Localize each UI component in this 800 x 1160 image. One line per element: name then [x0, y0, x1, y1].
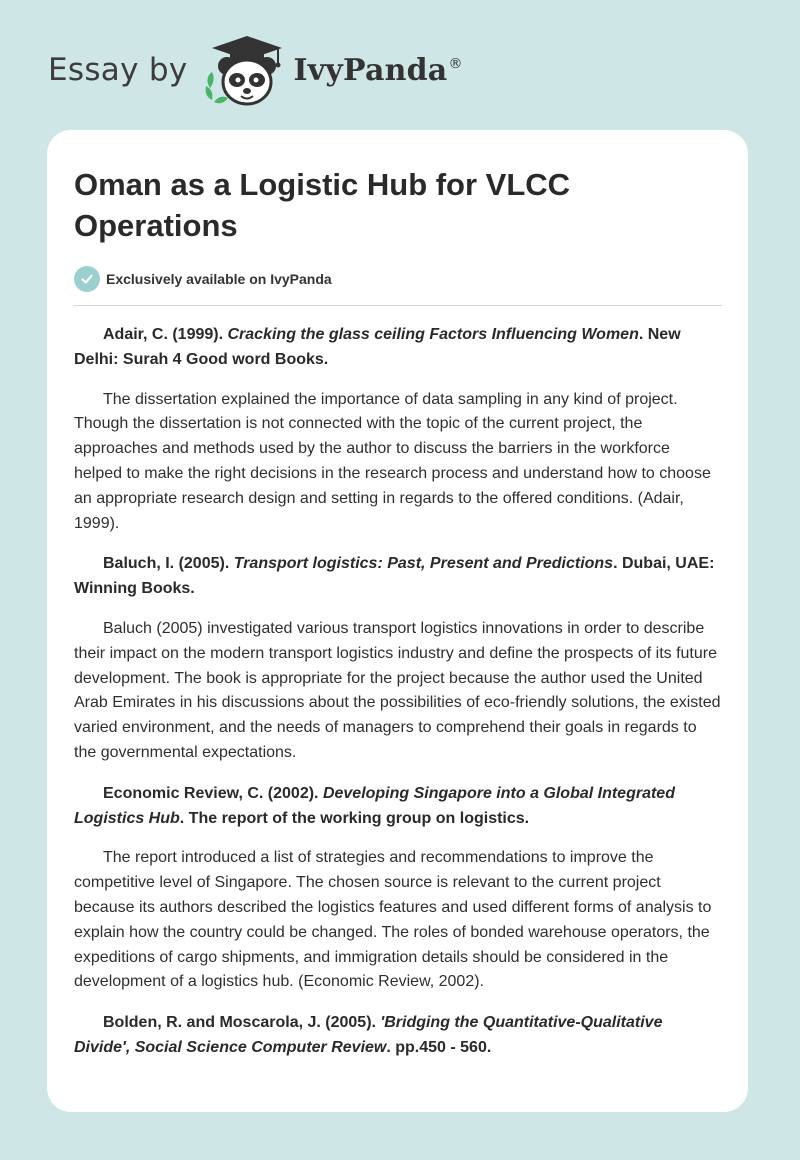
reference-summary: Baluch (2005) investigated various transport logistics innovations in order to describe their impact on the modern transport logistics industry and define the prospects of its future development. The book is appropriate for the project because the author used the United Arab Emirates in his discussions about the possibilities of eco-friendly solutions, the existed varied environment, and the needs of managers to comprehend their goals in regards to the governmental expectations. — [74, 619, 721, 761]
check-icon — [74, 266, 100, 292]
badge-text: Exclusively available on IvyPanda — [106, 271, 332, 287]
divider — [74, 305, 722, 306]
reference-citation: Baluch, I. (2005). Transport logistics: Past, Present and Predictions. Dubai, UAE: Winning Books. — [74, 555, 715, 598]
reference-summary: The report introduced a list of strategies and recommendations to improve the competitive level of Singapore. The chosen source is relevant to the current project because its authors described the logistics features and used different forms of analysis to explain how the country could be changed. The roles of bonded warehouse operators, the expeditions of cargo shipments, and immigration details should be considered in the development of a logistics hub. (Economic Review, 2002). — [74, 849, 712, 991]
page-title: Oman as a Logistic Hub for VLCC Operations — [74, 167, 571, 243]
panda-logo-icon — [200, 30, 290, 110]
reference-citation: Economic Review, C. (2002). Developing Singapore into a Global Integrated Logistics Hub. The report of the working group on logistics. — [74, 784, 675, 827]
brand-prefix: Essay by — [48, 52, 188, 88]
reference-summary: The dissertation explained the importance of data sampling in any kind of project. Though the dissertation is not connected with the topic of the current project, the approaches and methods used by the author to discuss the barriers in the workforce helped to make the right decisions in the research process and understand how to choose an appropriate research design and setting in regards to the offered conditions. (Adair, 1999). — [74, 390, 711, 532]
registered-mark: ® — [448, 56, 463, 72]
brand-header[interactable] — [48, 30, 462, 110]
brand-name: IvyPanda — [293, 52, 448, 88]
reference-citation: Adair, C. (1999). Cracking the glass ceiling Factors Influencing Women. New Delhi: Surah 4 Good word Books. — [74, 326, 681, 368]
reference-title: Transport logistics: Past, Present and Predictions — [233, 555, 614, 573]
reference-citation: Bolden, R. and Moscarola, J. (2005). 'Bridging the Quantitative-Qualitative Divide', Social Science Computer Review. pp.450 - 560. — [74, 1014, 663, 1056]
reference-title: Developing Singapore into a Global Integrated Logistics Hub — [74, 784, 675, 827]
bibliography — [74, 323, 722, 1061]
exclusive-badge — [74, 266, 722, 292]
essay-card — [47, 130, 748, 1112]
reference-title: 'Bridging the Quantitative-Qualitative Divide', Social Science Computer Review — [74, 1014, 663, 1056]
reference-title: Cracking the glass ceiling Factors Influencing Women — [227, 326, 639, 343]
